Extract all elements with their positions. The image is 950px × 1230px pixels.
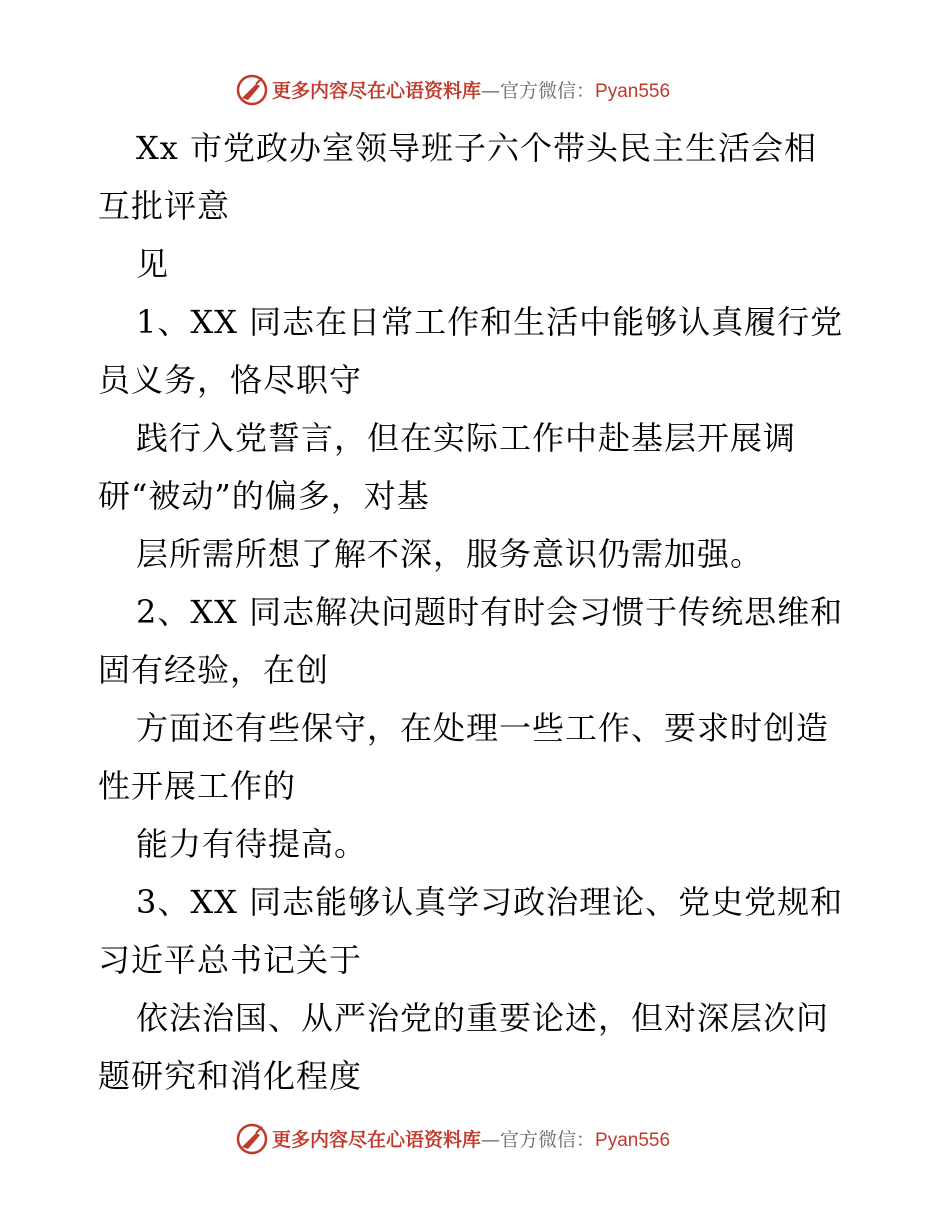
watermark-wechat-label: —官方微信： (481, 80, 596, 102)
paragraph-line: 能力有待提高。 (136, 825, 368, 863)
watermark-wechat-label: —官方微信： (481, 1129, 596, 1151)
paragraph-line: 研“被动”的偏多，对基 (98, 477, 430, 515)
watermark-site: 更多内容尽在心语资料库 (272, 1129, 482, 1151)
footer-watermark (0, 1121, 950, 1161)
paragraph-line: 性开展工作的 (98, 767, 297, 805)
paragraph-line: 题研究和消化程度 (98, 1057, 363, 1095)
title-line-2: 互批评意 (98, 187, 231, 225)
paragraph-line: 习近平总书记关于 (98, 941, 363, 979)
pen-logo-icon (236, 74, 268, 106)
paragraph-line: 践行入党誓言，但在实际工作中赴基层开展调 (136, 419, 797, 457)
paragraph-line: 层所需所想了解不深，服务意识仍需加强。 (136, 535, 764, 573)
paragraph-line: 2、XX 同志解决问题时有时会习惯于传统思维和 (136, 593, 844, 631)
paragraph-line: 员义务，恪尽职守 (98, 361, 363, 399)
paragraph-line: 1、XX 同志在日常工作和生活中能够认真履行党 (136, 303, 844, 341)
watermark-wechat-id: Pyan556 (595, 81, 671, 102)
paragraph-line: 固有经验，在创 (98, 651, 330, 689)
watermark-wechat-id: Pyan556 (595, 1130, 671, 1151)
title-line-1: Xx 市党政办室领导班子六个带头民主生活会相 (136, 129, 818, 167)
paragraph-line: 方面还有些保守，在处理一些工作、要求时创造 (136, 709, 830, 747)
paragraph-line: 3、XX 同志能够认真学习政治理论、党史党规和 (136, 883, 844, 921)
watermark-site: 更多内容尽在心语资料库 (272, 80, 482, 102)
title-line-3: 见 (136, 245, 170, 283)
pen-logo-icon (236, 1123, 268, 1155)
header-watermark (0, 72, 950, 112)
paragraph-line: 依法治国、从严治党的重要论述，但对深层次问 (136, 999, 830, 1037)
